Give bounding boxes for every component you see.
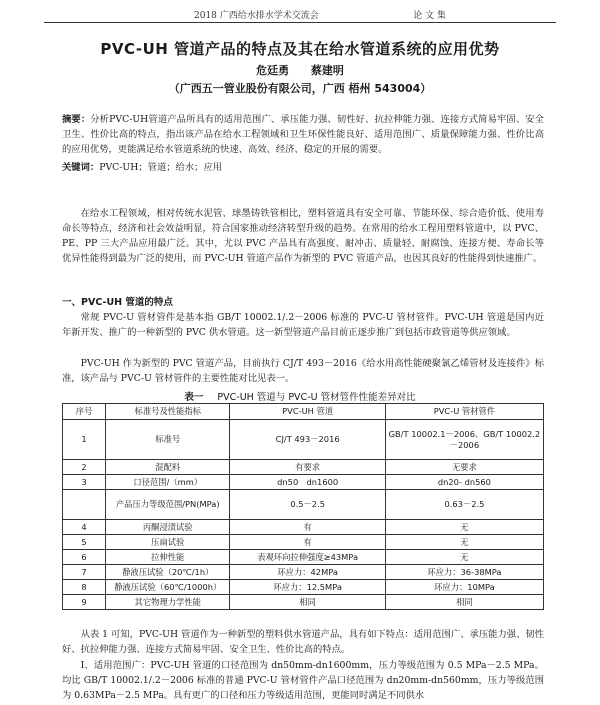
paragraph-3: PVC-UH 作为新型的 PVC 管道产品，目前执行 CJ/T 493－2016《给水用高性能硬聚氯乙烯管材及连接件》标准，该产品与 PVC-U 管材管件的主要性能对比见表一。 bbox=[62, 358, 544, 384]
paper-title: PVC-UH 管道产品的特点及其在给水管道系统的应用优势 bbox=[100, 40, 500, 58]
comparison-table bbox=[62, 403, 544, 610]
paragraph-5: Ⅰ、适用范围广：PVC-UH 管道的口径范围为 dn50mm-dn1600mm，压力等级范围为 0.5 MPa－2.5 MPa。均比 GB/T 10002.1/.2－2006 标准的普通 PVC-U 管材管件产品口径范围为 dn20mm-dn560mm，压力等级范围为 0.63MPa－2.5 MPa。具有更广的口径和压力等级适用范围，更能同时满足不同供水 bbox=[62, 660, 544, 701]
table-row bbox=[63, 595, 544, 610]
cell-pvc-u: 环应力：36-38MPa bbox=[385, 565, 543, 580]
cell-pvc-uh: dn50 dn1600 bbox=[230, 475, 385, 490]
keywords bbox=[62, 160, 544, 175]
cell-index: 5 bbox=[63, 535, 106, 550]
cell-pvc-u: 无 bbox=[385, 535, 543, 550]
table-caption-label: 表一 bbox=[184, 392, 204, 403]
header-pvc-u: PVC-U 管材管件 bbox=[385, 404, 543, 420]
affiliation: （广西五一管业股份有限公司，广西 梧州 543004） bbox=[168, 82, 432, 95]
cell-item: 产品压力等级范围/PN(MPa) bbox=[106, 490, 230, 520]
cell-index: 9 bbox=[63, 595, 106, 610]
cell-pvc-u: 无要求 bbox=[385, 460, 543, 475]
cell-pvc-uh: 有 bbox=[230, 520, 385, 535]
cell-pvc-uh: 表观环向拉伸强度≥43MPa bbox=[230, 550, 385, 565]
header-index: 序号 bbox=[63, 404, 106, 420]
cell-item: 静液压试验（20℃/1h） bbox=[106, 565, 230, 580]
table-row bbox=[63, 580, 544, 595]
cell-pvc-uh: 有 bbox=[230, 535, 385, 550]
cell-item: 静液压试验（60℃/1000h） bbox=[106, 580, 230, 595]
cell-pvc-uh: 有要求 bbox=[230, 460, 385, 475]
cell-index: 2 bbox=[63, 460, 106, 475]
cell-pvc-uh: 环应力：12.5MPa bbox=[230, 580, 385, 595]
cell-index: 7 bbox=[63, 565, 106, 580]
cell-pvc-u: 相同 bbox=[385, 595, 543, 610]
header-conference: 2018 广西给水排水学术交流会 bbox=[194, 11, 319, 21]
cell-pvc-uh: 环应力：42MPa bbox=[230, 565, 385, 580]
table-row bbox=[63, 520, 544, 535]
cell-index: 8 bbox=[63, 580, 106, 595]
cell-pvc-u: 0.63－2.5 bbox=[385, 490, 543, 520]
header-pvc-uh: PVC-UH 管道 bbox=[230, 404, 385, 420]
cell-item: 丙酮浸渍试验 bbox=[106, 520, 230, 535]
table-row bbox=[63, 460, 544, 475]
cell-pvc-u: 环应力：10MPa bbox=[385, 580, 543, 595]
table-row bbox=[63, 420, 544, 460]
cell-item: 混配料 bbox=[106, 460, 230, 475]
header-item: 标准号及性能指标 bbox=[106, 404, 230, 420]
cell-pvc-u: GB/T 10002.1－2006、GB/T 10002.2－2006 bbox=[385, 420, 543, 460]
table-caption bbox=[0, 389, 600, 403]
cell-index bbox=[63, 490, 106, 520]
keywords-text: PVC-UH；管道；给水；应用 bbox=[99, 162, 223, 173]
cell-index: 4 bbox=[63, 520, 106, 535]
cell-item: 标准号 bbox=[106, 420, 230, 460]
table-row bbox=[63, 535, 544, 550]
abstract-text: 分析PVC-UH管道产品所具有的适用范围广、承压能力强、韧性好、抗拉伸能力强、连接方式简易牢固、安全卫生、性价比高的特点，指出该产品在给水工程领域和卫生环保性能良好、适用范围广、质量保障能力强、性价比高的应用优势，更能满足给水管道系统的快速、高效、经济、稳定的开展的需要。 bbox=[62, 114, 544, 155]
abstract bbox=[62, 112, 544, 157]
cell-pvc-u: 无 bbox=[385, 520, 543, 535]
header-proceedings: 论 文 集 bbox=[413, 11, 446, 21]
table-row bbox=[63, 475, 544, 490]
table-caption-text: PVC-UH 管道与 PVC-U 管材管件性能差异对比 bbox=[217, 392, 416, 403]
table-row bbox=[63, 565, 544, 580]
paragraph-4: 从表 1 可知，PVC-UH 管道作为一种新型的塑料供水管道产品，具有如下特点：适用范围广、承压能力强、韧性好、抗拉伸能力强、连接方式简易牢固、安全卫生、性价比高的特点。 bbox=[62, 629, 544, 655]
cell-item: 其它物理力学性能 bbox=[106, 595, 230, 610]
table-header-row bbox=[63, 404, 544, 420]
cell-index: 3 bbox=[63, 475, 106, 490]
section-heading-1: 一、PVC-UH 管道的特点 bbox=[62, 297, 173, 308]
keywords-label: 关键词： bbox=[62, 162, 100, 173]
cell-pvc-uh: 0.5－2.5 bbox=[230, 490, 385, 520]
cell-item: 压扁试验 bbox=[106, 535, 230, 550]
paragraph-intro: 在给水工程领域，相对传统水泥管、球墨铸铁管相比，塑料管道具有安全可靠、节能环保、综合造价低、使用寿命长等特点，经济和社会效益明显，符合国家推动经济转型升级的趋势。在常用的给水工程用塑料管道中，以 PVC、PE、PP 三大产品应用最广泛。其中，尤以 PVC 产品具有高强度、耐冲击、质量轻、耐腐蚀、连接方便、寿命长等优异性能得到最为广泛的使用，而 PVC-UH 管道产品作为新型的 PVC 管道产品，也因其良好的性能得到快速推广。 bbox=[62, 208, 544, 264]
table-row bbox=[63, 550, 544, 565]
cell-index: 1 bbox=[63, 420, 106, 460]
cell-index: 6 bbox=[63, 550, 106, 565]
running-header bbox=[44, 6, 556, 23]
cell-pvc-uh: CJ/T 493－2016 bbox=[230, 420, 385, 460]
table-row bbox=[63, 490, 544, 520]
authors bbox=[0, 62, 600, 78]
abstract-label: 摘要： bbox=[62, 114, 91, 125]
cell-item: 口径范围/（mm） bbox=[106, 475, 230, 490]
author-1: 危廷勇 bbox=[256, 64, 290, 77]
cell-item: 拉伸性能 bbox=[106, 550, 230, 565]
cell-pvc-u: 无 bbox=[385, 550, 543, 565]
author-2: 蔡建明 bbox=[310, 64, 344, 77]
paragraph-2: 常规 PVC-U 管材管件是基本指 GB/T 10002.1/.2－2006 标准的 PVC-U 管材管件。PVC-UH 管道是国内近年新开发、推广的一种新型的 PVC 供水管道。这一新型管道产品目前正逐步推广到包括市政管道等供应领域。 bbox=[62, 312, 544, 338]
cell-pvc-uh: 相同 bbox=[230, 595, 385, 610]
cell-pvc-u: dn20- dn560 bbox=[385, 475, 543, 490]
